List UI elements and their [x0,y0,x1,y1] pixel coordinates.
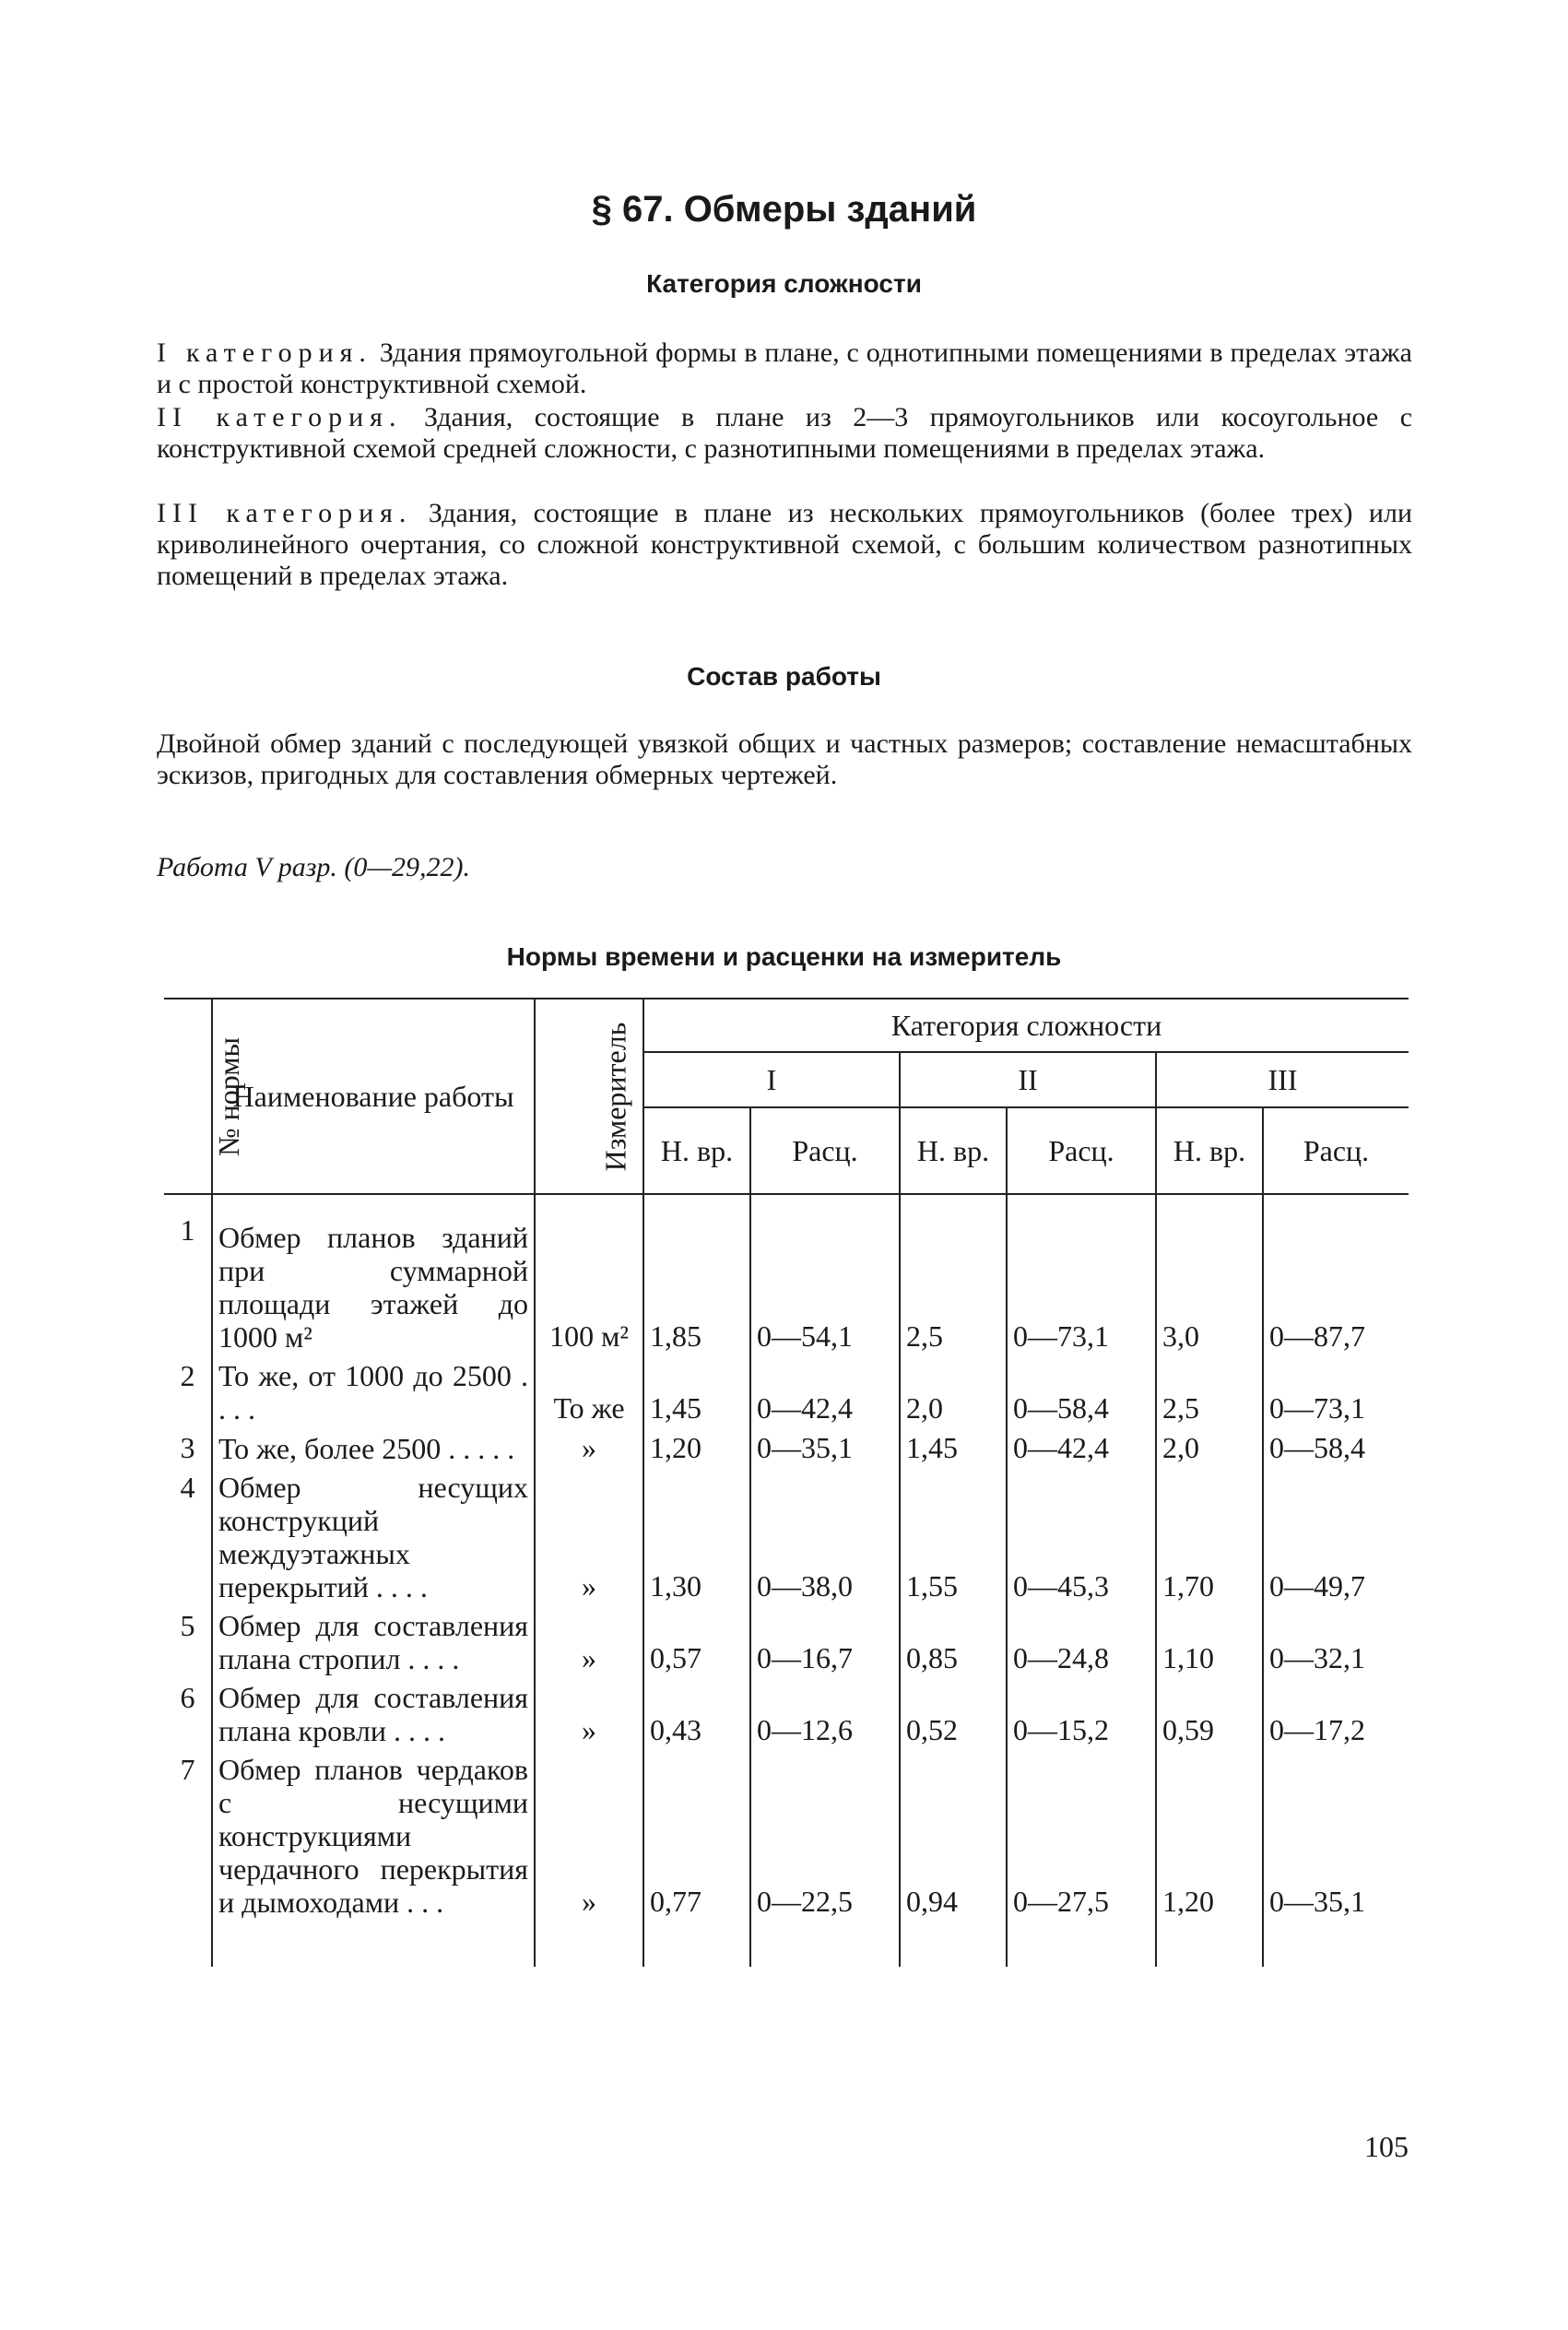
work-name: Обмер планов чердаков с несущими конструкциями чердачного перекрытия и дымоходами . . . [212,1753,535,1924]
rate-cat-2: 0—58,4 [1007,1359,1156,1431]
rate-cat-1: 0—42,4 [750,1359,900,1431]
table-bottom-spacer [164,1924,1409,1967]
time-cat-3: 1,20 [1156,1753,1263,1924]
time-cat-2: 0,94 [900,1753,1007,1924]
category-paragraph-3 [157,498,1412,592]
work-name: Обмер несущих конструкций междуэтажных перекрытий . . . . [212,1471,535,1609]
time-cat-1: 1,30 [643,1471,750,1609]
table-row [164,1431,1409,1471]
category-paragraph-2 [157,402,1412,465]
table-row [164,1359,1409,1431]
header-work-name: Наименование работы [212,999,535,1194]
category-paragraph-1 [157,337,1412,400]
unit: » [535,1431,643,1471]
norm-number: 7 [164,1753,212,1924]
rate-cat-3: 0—49,7 [1263,1471,1409,1609]
unit: То же [535,1359,643,1431]
norm-number: 5 [164,1609,212,1681]
table-row [164,1609,1409,1681]
unit: » [535,1609,643,1681]
header-time-1: Н. вр. [643,1107,750,1194]
rate-cat-3: 0—32,1 [1263,1609,1409,1681]
time-cat-2: 0,85 [900,1609,1007,1681]
time-cat-3: 1,10 [1156,1609,1263,1681]
norms-table [164,998,1409,1967]
norm-number: 3 [164,1431,212,1471]
rate-cat-1: 0—35,1 [750,1431,900,1471]
header-unit: Измеритель [535,999,643,1194]
time-cat-1: 0,57 [643,1609,750,1681]
header-rate-1: Расц. [750,1107,900,1194]
header-rate-2: Расц. [1007,1107,1156,1194]
rate-text: Работа V разр. (0—29,22). [157,852,471,882]
rate-cat-1: 0—38,0 [750,1471,900,1609]
rate-cat-2: 0—27,5 [1007,1753,1156,1924]
header-cat-1: I [643,1052,900,1107]
header-cat-3: III [1156,1052,1409,1107]
rate-cat-1: 0—54,1 [750,1194,900,1359]
norm-number: 4 [164,1471,212,1609]
time-cat-3: 0,59 [1156,1681,1263,1753]
work-name: Обмер для составления плана стропил . . . . [212,1609,535,1681]
time-cat-3: 3,0 [1156,1194,1263,1359]
norm-number: 6 [164,1681,212,1753]
time-cat-2: 1,55 [900,1471,1007,1609]
work-name: Обмер планов зданий при суммарной площади этажей до 1000 м² [212,1194,535,1359]
time-cat-1: 0,43 [643,1681,750,1753]
category-label: II категория. [157,402,403,432]
time-cat-1: 1,20 [643,1431,750,1471]
category-label: III категория. [157,498,413,528]
time-cat-1: 1,45 [643,1359,750,1431]
category-text: Здания прямоугольной формы в плане, с однотипными помещениями в пределах этажа и с простой конструктивной схемой. [157,337,1412,399]
header-rate-3: Расц. [1263,1107,1409,1194]
table-row [164,1471,1409,1609]
rate-cat-3: 0—17,2 [1263,1681,1409,1753]
time-cat-2: 1,45 [900,1431,1007,1471]
work-heading: Состав работы [687,662,881,691]
unit: » [535,1471,643,1609]
rate-cat-2: 0—42,4 [1007,1431,1156,1471]
rate-cat-1: 0—12,6 [750,1681,900,1753]
category-text: Здания, состоящие в плане из нескольких прямоугольников (более трех) или криволинейного очертания, со сложной конструктивной схемой, с большим количеством разнотипных помещений в пределах этажа. [157,498,1413,591]
rate-cat-3: 0—35,1 [1263,1753,1409,1924]
rate-cat-1: 0—16,7 [750,1609,900,1681]
rate-cat-3: 0—73,1 [1263,1359,1409,1431]
rate-cat-2: 0—45,3 [1007,1471,1156,1609]
rate-cat-2: 0—15,2 [1007,1681,1156,1753]
time-cat-3: 2,5 [1156,1359,1263,1431]
time-cat-2: 0,52 [900,1681,1007,1753]
time-cat-1: 1,85 [643,1194,750,1359]
rate-cat-1: 0—22,5 [750,1753,900,1924]
time-cat-2: 2,5 [900,1194,1007,1359]
category-label: I категория. [157,337,372,368]
header-cat-2: II [900,1052,1156,1107]
header-time-2: Н. вр. [900,1107,1007,1194]
rate-cat-2: 0—24,8 [1007,1609,1156,1681]
header-norm-number: № нормы [164,999,212,1194]
table-row [164,1194,1409,1359]
norms-heading: Нормы времени и расценки на измеритель [506,942,1062,971]
norm-number: 1 [164,1194,212,1359]
header-category: Категория сложности [643,999,1409,1052]
time-cat-2: 2,0 [900,1359,1007,1431]
unit: » [535,1753,643,1924]
time-cat-1: 0,77 [643,1753,750,1924]
rate-cat-3: 0—58,4 [1263,1431,1409,1471]
time-cat-3: 2,0 [1156,1431,1263,1471]
category-text: Здания, состоящие в плане из 2—3 прямоугольников или косоугольное с конструктивной схемой средней сложности, с разнотипными помещениями в пределах этажа. [157,402,1413,464]
work-name: Обмер для составления плана кровли . . . . [212,1681,535,1753]
header-time-3: Н. вр. [1156,1107,1263,1194]
unit: » [535,1681,643,1753]
work-name: То же, более 2500 . . . . . [212,1431,535,1471]
rate-cat-2: 0—73,1 [1007,1194,1156,1359]
work-text: Двойной обмер зданий с последующей увязкой общих и частных размеров; составление немасштабных эскизов, пригодных для составления обмерных чертежей. [157,728,1412,790]
page-number: 105 [1364,2130,1409,2163]
norm-number: 2 [164,1359,212,1431]
time-cat-3: 1,70 [1156,1471,1263,1609]
table-row [164,1753,1409,1924]
table-row [164,1681,1409,1753]
section-title: § 67. Обмеры зданий [591,189,977,230]
unit: 100 м² [535,1194,643,1359]
work-name: То же, от 1000 до 2500 . . . . [212,1359,535,1431]
rate-cat-3: 0—87,7 [1263,1194,1409,1359]
category-heading: Категория сложности [646,269,922,298]
